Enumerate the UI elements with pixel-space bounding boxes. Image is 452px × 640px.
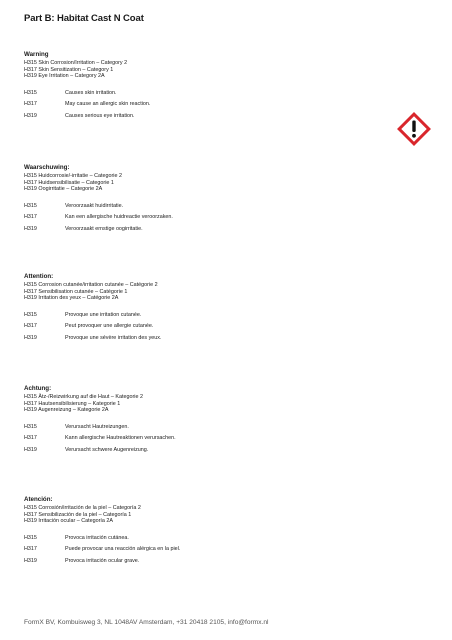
hazard-text: Veroorzaakt huidirritatie. <box>65 202 124 209</box>
hazard-code: H317 <box>24 435 37 442</box>
hazard-code: H319 <box>24 113 37 120</box>
classification-line: H319 Irritation des yeux – Catégorie 2A <box>24 295 119 302</box>
section-heading: Achtung: <box>24 385 52 392</box>
hazard-statements <box>24 90 424 125</box>
classification-line: H317 Sensibilisation cutanée – Catégorie 1 <box>24 288 128 295</box>
hazard-statement <box>24 101 424 113</box>
hazard-statements <box>24 312 424 347</box>
hazard-text: Kann allergische Hautreaktionen verursachen. <box>65 435 176 442</box>
classification-line: H319 Oogirritatie – Categorie 2A <box>24 186 103 193</box>
classification-line: H317 Skin Sensitization – Category 1 <box>24 66 114 73</box>
hazard-code: H317 <box>24 101 37 108</box>
hazard-statements <box>24 424 424 459</box>
hazard-code: H319 <box>24 447 37 454</box>
hazard-code: H317 <box>24 323 37 330</box>
hazard-text: May cause an allergic skin reaction. <box>65 101 151 108</box>
hazard-text: Kan een allergische huidreactie veroorzaken. <box>65 214 173 221</box>
hazard-text: Puede provocar una reacción alérgica en la piel. <box>65 546 181 553</box>
hazard-text: Provoca irritación ocular grave. <box>65 558 140 565</box>
classification-line: H315 Corrosión/irritación de la piel – Categoría 2 <box>24 505 141 511</box>
classification-line: H315 Corrosion cutanée/irritation cutanée – Catégorie 2 <box>24 282 158 288</box>
hazard-statements <box>24 535 424 570</box>
hazard-statement <box>24 546 424 558</box>
hazard-statement <box>24 226 424 238</box>
hazard-text: Causes serious eye irritation. <box>65 113 135 120</box>
page-title: Part B: Habitat Cast N Coat <box>24 13 144 24</box>
hazard-statement <box>24 113 424 125</box>
hazard-code: H315 <box>24 89 37 96</box>
classification-line: H315 Ätz-/Reizwirkung auf die Haut – Kategorie 2 <box>24 394 143 400</box>
hazard-statement <box>24 424 424 436</box>
hazard-statement <box>24 312 424 324</box>
hazard-code: H315 <box>24 534 37 541</box>
hazard-code: H319 <box>24 226 37 233</box>
hazard-statement <box>24 323 424 335</box>
hazard-statement <box>24 558 424 570</box>
hazard-statement <box>24 214 424 226</box>
section-dutch <box>24 164 424 238</box>
section-heading: Waarschuwing: <box>24 164 70 171</box>
hazard-code: H319 <box>24 558 37 565</box>
hazard-code: H317 <box>24 546 37 553</box>
classification-line: H317 Hautsensibilisierung – Kategorie 1 <box>24 400 121 407</box>
hazard-text: Verursacht schwere Augenreizung. <box>65 447 149 454</box>
section-spanish <box>24 496 424 570</box>
hazard-statements <box>24 203 424 238</box>
classification-line: H315 Skin Corrosion/Irritation – Category 2 <box>24 60 128 66</box>
hazard-statement <box>24 335 424 347</box>
section-german <box>24 385 424 459</box>
hazard-code: H319 <box>24 335 37 342</box>
classification-line: H319 Irritación ocular – Categoría 2A <box>24 518 113 525</box>
section-heading: Warning <box>24 51 49 58</box>
hazard-statement <box>24 203 424 215</box>
section-french <box>24 273 424 347</box>
hazard-text: Provoca irritación cutánea. <box>65 534 129 541</box>
classification-line: H319 Augenreizung – Kategorie 2A <box>24 407 109 414</box>
hazard-code: H317 <box>24 214 37 221</box>
classification-line: H317 Huidsensibilisatie – Categorie 1 <box>24 179 114 186</box>
hazard-text: Provoque une sévère irritation des yeux. <box>65 335 162 342</box>
hazard-code: H315 <box>24 311 37 318</box>
hazard-code: H315 <box>24 202 37 209</box>
hazard-statement <box>24 90 424 102</box>
hazard-statement <box>24 435 424 447</box>
classification-line: H319 Eye Irritation – Category 2A <box>24 73 105 80</box>
section-english <box>24 51 424 125</box>
classification-line: H317 Sensibilización de la piel – Categoría 1 <box>24 511 132 518</box>
hazard-code: H315 <box>24 423 37 430</box>
section-heading: Attention: <box>24 273 54 280</box>
hazard-text: Provoque une irritation cutanée. <box>65 311 142 318</box>
hazard-statement <box>24 535 424 547</box>
hazard-text: Veroorzaakt ernstige oogirritatie. <box>65 226 143 233</box>
hazard-text: Causes skin irritation. <box>65 89 117 96</box>
section-heading: Atención: <box>24 496 53 503</box>
page-footer: FormX BV, Kombuisweg 3, NL 1048AV Amsterdam, +31 20418 2105, info@formx.nl <box>24 619 269 626</box>
hazard-text: Peut provoquer une allergie cutanée. <box>65 323 154 330</box>
hazard-text: Verursacht Hautreizungen. <box>65 423 129 430</box>
hazard-statement <box>24 447 424 459</box>
classification-line: H315 Huidcorrosie/-irritatie – Categorie 2 <box>24 173 122 179</box>
